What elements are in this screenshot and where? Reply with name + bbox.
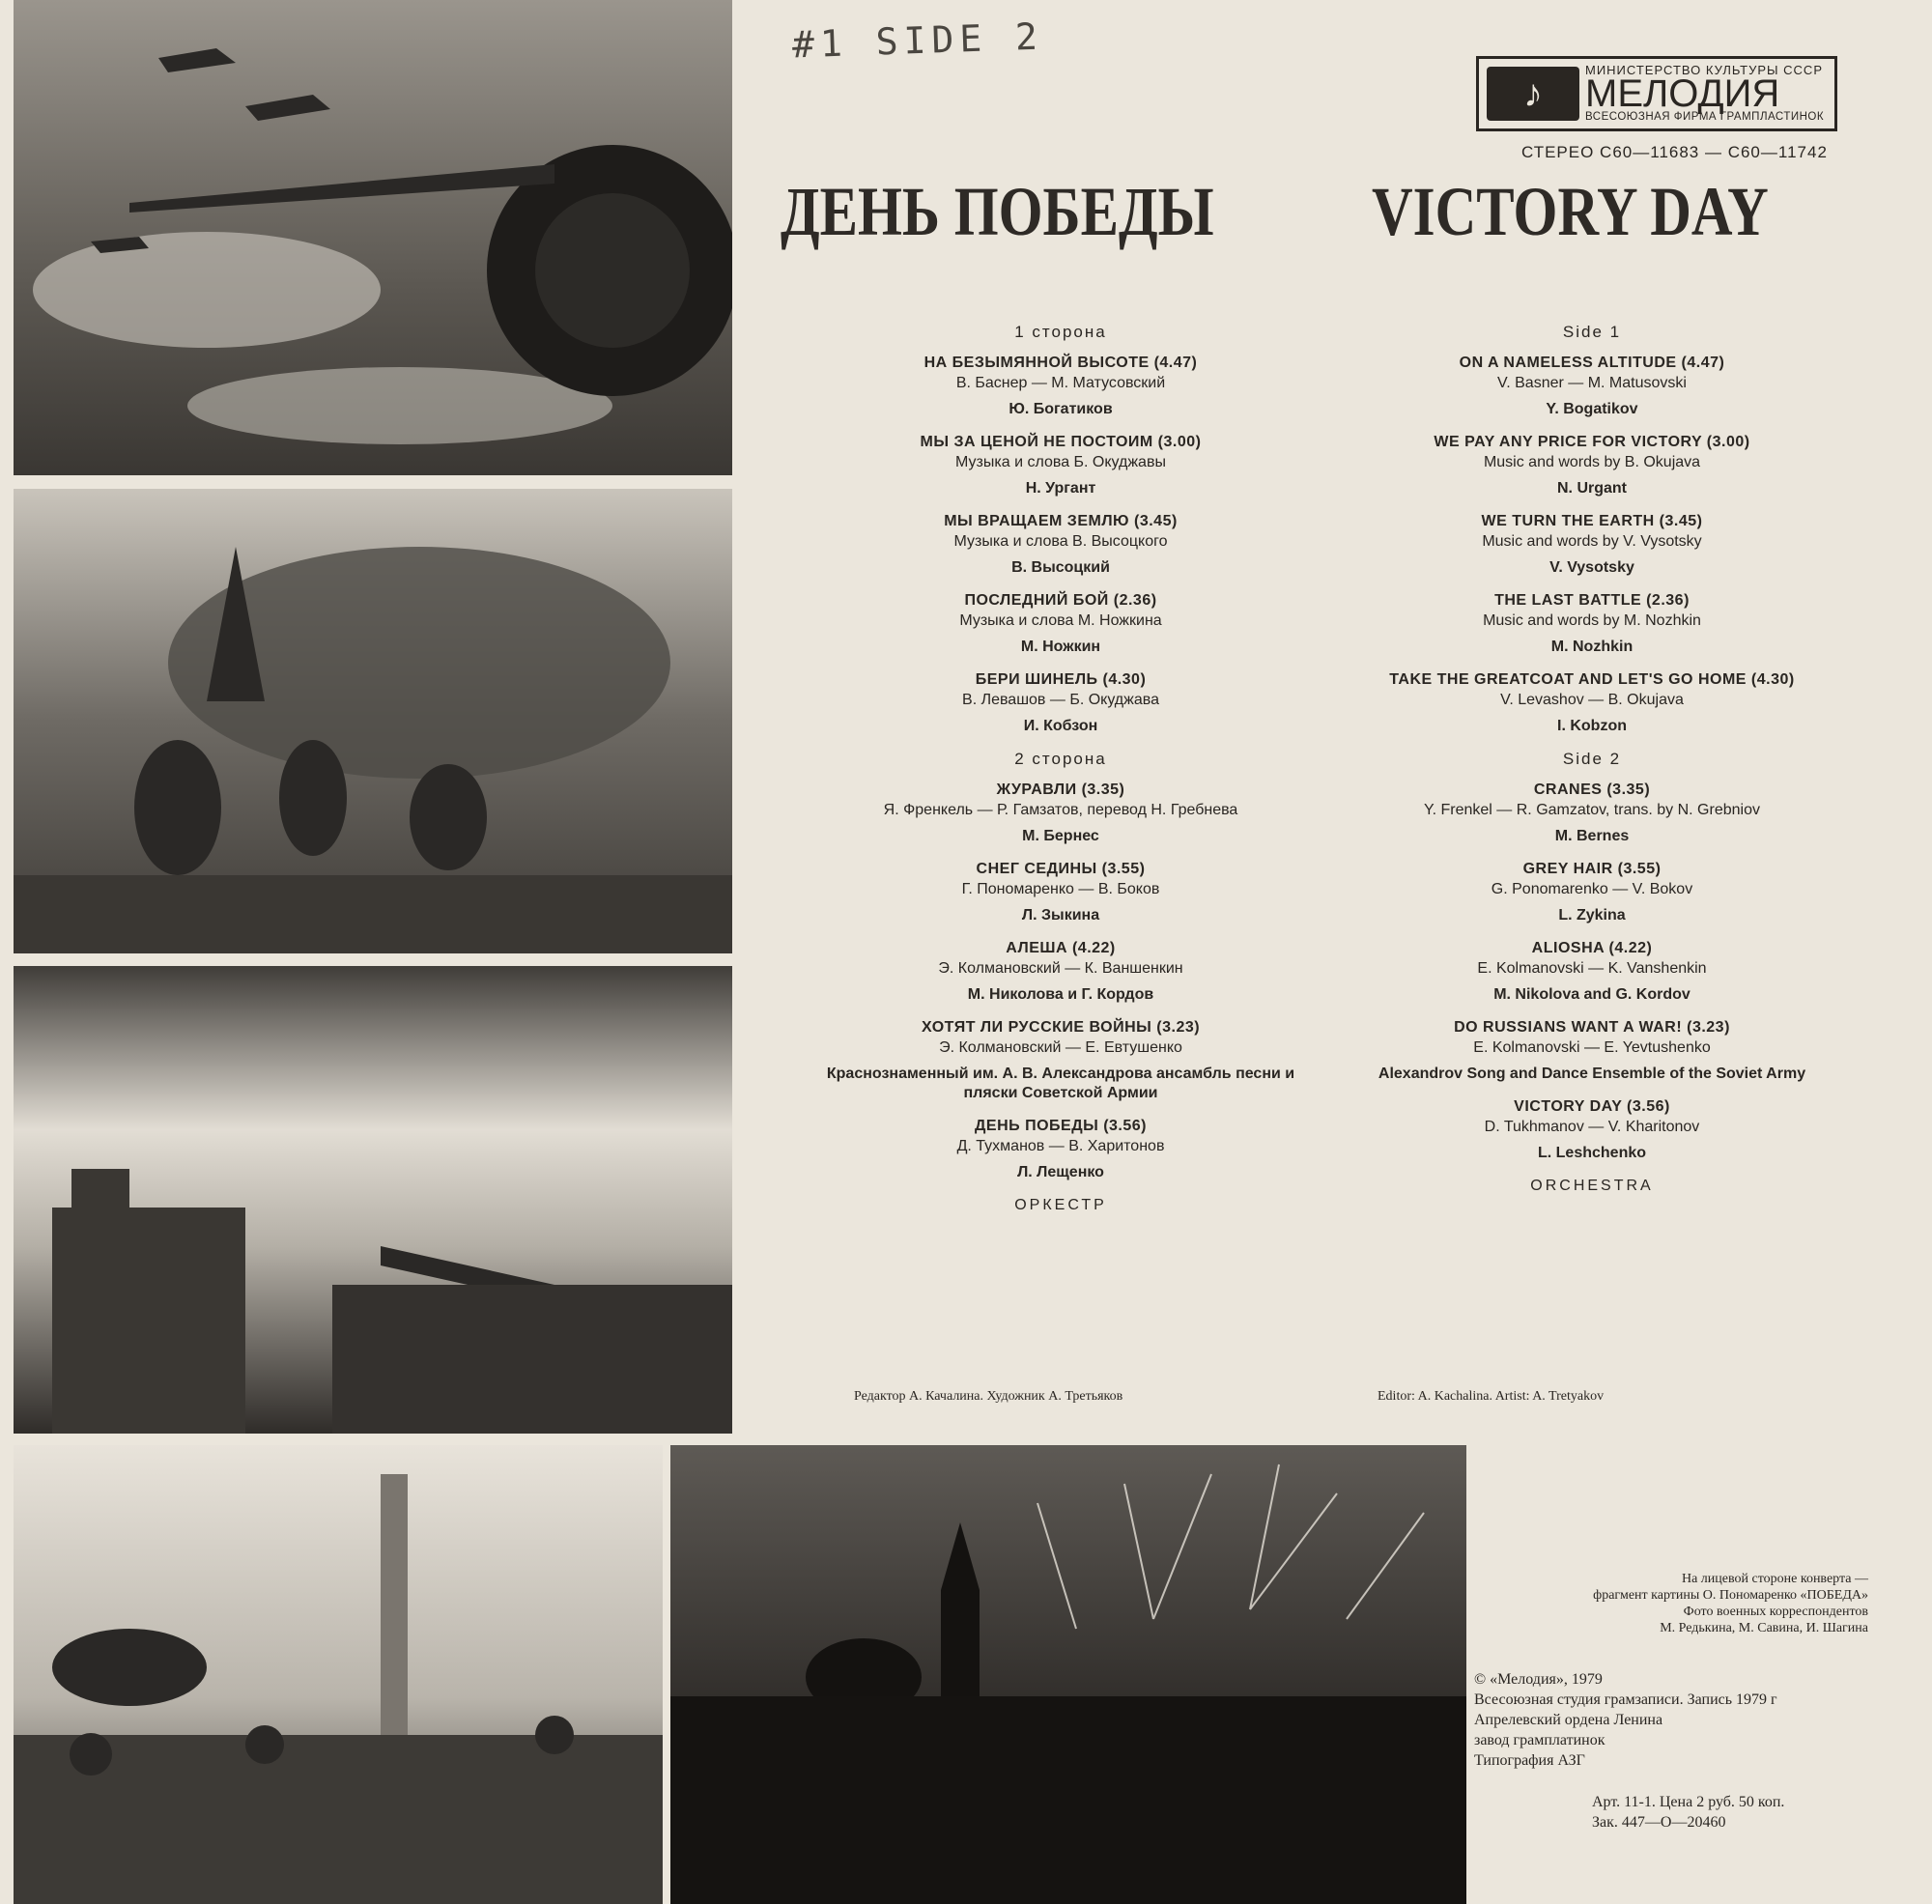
track-title: ALIOSHA (4.22) — [1531, 940, 1653, 956]
track-authors: В. Левашов — Б. Окуджава — [962, 692, 1159, 708]
track-list — [810, 354, 1312, 736]
catalog-number: СТЕРЕО С60—11683 — С60—11742 — [1521, 143, 1828, 161]
track-authors: V. Levashov — B. Okujava — [1500, 692, 1684, 708]
tracklist-russian — [810, 319, 1312, 1215]
photo-red-square-fireworks — [670, 1445, 1466, 1904]
credits-english: Editor: A. Kachalina. Artist: A. Tretyakov — [1378, 1389, 1605, 1404]
imprint-line: завод грамплатинок — [1474, 1732, 1605, 1748]
track-authors: V. Basner — M. Matusovski — [1497, 375, 1687, 391]
track-item — [1341, 781, 1843, 846]
imprint-line: Апрелевский ордена Ленина — [1474, 1712, 1663, 1728]
track-title: DO RUSSIANS WANT A WAR! (3.23) — [1454, 1019, 1730, 1036]
track-performer: И. Кобзон — [1023, 718, 1098, 734]
track-item — [810, 591, 1312, 657]
track-performer: V. Vysotsky — [1549, 559, 1634, 576]
side-heading: 1 сторона — [1014, 323, 1107, 341]
photo-soldiers-attack — [14, 489, 732, 953]
track-performer: М. Николова и Г. Кордов — [967, 986, 1154, 1003]
track-item — [1341, 1097, 1843, 1163]
track-authors: E. Kolmanovski — K. Vanshenkin — [1477, 960, 1707, 977]
photo-artillery — [14, 966, 732, 1434]
track-performer: L. Leshchenko — [1537, 1145, 1647, 1161]
track-performer: M. Nozhkin — [1550, 639, 1634, 655]
imprint-line: Типография АЗГ — [1474, 1752, 1585, 1769]
track-item — [1341, 670, 1843, 736]
track-authors: Я. Френкель — Р. Гамзатов, перевод Н. Гребнева — [883, 802, 1238, 818]
side-heading: Side 2 — [1562, 750, 1622, 768]
price-info — [1592, 1792, 1784, 1833]
handwritten-note: #1 SIDE 2 — [791, 14, 1044, 67]
cover-note-line: М. Редькина, М. Савина, И. Шагина — [1660, 1621, 1868, 1635]
track-authors: Музыка и слова Б. Окуджавы — [955, 454, 1166, 470]
track-title: НА БЕЗЫМЯННОЙ ВЫСОТЕ (4.47) — [923, 355, 1198, 371]
imprint — [1474, 1669, 1777, 1771]
melodiya-logo — [1476, 56, 1837, 131]
track-authors: Music and words by B. Okujava — [1483, 454, 1701, 470]
track-title: ON A NAMELESS ALTITUDE (4.47) — [1459, 355, 1725, 371]
cover-note-line: фрагмент картины О. Пономаренко «ПОБЕДА» — [1593, 1588, 1868, 1603]
imprint-line: © «Мелодия», 1979 — [1474, 1671, 1603, 1688]
track-title: WE TURN THE EARTH (3.45) — [1481, 513, 1703, 529]
track-item — [810, 354, 1312, 419]
track-performer: В. Высоцкий — [1011, 559, 1110, 576]
track-item — [810, 1018, 1312, 1103]
track-authors: Music and words by M. Nozhkin — [1483, 612, 1701, 629]
track-item — [810, 670, 1312, 736]
melodiya-emblem-icon: ♪ — [1487, 67, 1579, 121]
track-performer: Н. Ургант — [1025, 480, 1096, 497]
track-item — [810, 860, 1312, 925]
logo-ministry: МИНИСТЕРСТВО КУЛЬТУРЫ СССР — [1585, 63, 1823, 77]
track-item — [1341, 860, 1843, 925]
track-performer: Л. Лещенко — [1017, 1164, 1104, 1180]
track-item — [1341, 591, 1843, 657]
photo-celebration — [14, 1445, 663, 1904]
track-list — [810, 781, 1312, 1182]
track-title: GREY HAIR (3.55) — [1522, 861, 1662, 877]
logo-name: МЕЛОДИЯ — [1585, 72, 1780, 115]
track-item — [810, 512, 1312, 578]
track-list — [1341, 354, 1843, 736]
track-title: VICTORY DAY (3.56) — [1514, 1098, 1670, 1115]
tracklist-english — [1341, 319, 1843, 1196]
track-item — [1341, 433, 1843, 498]
orchestra-label: ORCHESTRA — [1530, 1178, 1654, 1194]
title-russian: ДЕНЬ ПОБЕДЫ — [781, 173, 1214, 250]
track-performer: М. Бернес — [1022, 828, 1099, 844]
side-heading: Side 1 — [1562, 323, 1622, 341]
track-item — [810, 433, 1312, 498]
track-performer: Краснознаменный им. А. В. Александрова ансамбль песни и пляски Советской Армии — [826, 1066, 1295, 1101]
price-line: Зак. 447—О—20460 — [1592, 1814, 1726, 1831]
track-title: CRANES (3.35) — [1533, 781, 1651, 798]
track-authors: Музыка и слова В. Высоцкого — [953, 533, 1168, 550]
track-authors: Y. Frenkel — R. Gamzatov, trans. by N. Grebniov — [1424, 802, 1760, 818]
track-performer: I. Kobzon — [1557, 718, 1627, 734]
track-list — [1341, 781, 1843, 1163]
track-authors: G. Ponomarenko — V. Bokov — [1491, 881, 1693, 897]
track-authors: D. Tukhmanov — V. Kharitonov — [1484, 1119, 1700, 1135]
track-authors: Д. Тухманов — В. Харитонов — [956, 1138, 1165, 1154]
track-performer: N. Urgant — [1557, 480, 1627, 497]
photo-aircraft — [14, 0, 732, 475]
track-title: ПОСЛЕДНИЙ БОЙ (2.36) — [964, 592, 1157, 609]
track-title: ЖУРАВЛИ (3.35) — [996, 781, 1125, 798]
track-authors: Э. Колмановский — К. Ваншенкин — [938, 960, 1183, 977]
track-title: TAKE THE GREATCOAT AND LET'S GO HOME (4.30) — [1389, 671, 1795, 688]
track-title: ДЕНЬ ПОБЕДЫ (3.56) — [975, 1118, 1147, 1134]
track-performer: М. Ножкин — [1020, 639, 1101, 655]
track-title: БЕРИ ШИНЕЛЬ (4.30) — [975, 671, 1147, 688]
price-line: Арт. 11-1. Цена 2 руб. 50 коп. — [1592, 1794, 1785, 1810]
track-performer: Ю. Богатиков — [1009, 401, 1113, 417]
track-title: ХОТЯТ ЛИ РУССКИЕ ВОЙНЫ (3.23) — [921, 1019, 1201, 1036]
title-english: VICTORY DAY — [1372, 173, 1769, 250]
cover-note-line: Фото военных корреспондентов — [1683, 1605, 1868, 1619]
track-performer: Y. Bogatikov — [1546, 401, 1638, 417]
track-title: МЫ ЗА ЦЕНОЙ НЕ ПОСТОИМ (3.00) — [920, 434, 1202, 450]
track-item — [1341, 1018, 1843, 1084]
track-performer: M. Nikolova and G. Kordov — [1493, 986, 1690, 1003]
track-title: МЫ ВРАЩАЕМ ЗЕМЛЮ (3.45) — [944, 513, 1178, 529]
cover-notes — [1468, 1571, 1868, 1636]
imprint-line: Всесоюзная студия грамзаписи. Запись 1979 г — [1474, 1691, 1777, 1708]
track-authors: Э. Колмановский — Е. Евтушенко — [939, 1039, 1182, 1056]
track-title: WE PAY ANY PRICE FOR VICTORY (3.00) — [1434, 434, 1750, 450]
track-title: СНЕГ СЕДИНЫ (3.55) — [976, 861, 1146, 877]
track-authors: E. Kolmanovski — E. Yevtushenko — [1473, 1039, 1711, 1056]
track-item — [810, 1117, 1312, 1182]
side-heading: 2 сторона — [1014, 750, 1107, 768]
orchestra-label: ОРКЕСТР — [1014, 1197, 1107, 1213]
track-item — [1341, 354, 1843, 419]
track-authors: Г. Пономаренко — В. Боков — [961, 881, 1160, 897]
track-title: THE LAST BATTLE (2.36) — [1494, 592, 1690, 609]
track-item — [1341, 512, 1843, 578]
track-performer: L. Zykina — [1558, 907, 1626, 924]
track-authors: В. Баснер — М. Матусовский — [955, 375, 1166, 391]
track-performer: Alexandrov Song and Dance Ensemble of the Soviet Army — [1378, 1066, 1806, 1082]
track-title: АЛЕША (4.22) — [1006, 940, 1116, 956]
track-performer: Л. Зыкина — [1021, 907, 1100, 924]
track-item — [810, 781, 1312, 846]
logo-firm: ВСЕСОЮЗНАЯ ФИРМА ГРАМПЛАСТИНОК — [1585, 111, 1825, 123]
track-performer: M. Bernes — [1554, 828, 1630, 844]
cover-note-line: На лицевой стороне конверта — — [1681, 1572, 1868, 1586]
track-authors: Music and words by V. Vysotsky — [1482, 533, 1702, 550]
track-authors: Музыка и слова М. Ножкина — [959, 612, 1162, 629]
track-item — [1341, 939, 1843, 1005]
credits-russian: Редактор А. Качалина. Художник А. Третьяков — [854, 1389, 1123, 1404]
track-item — [810, 939, 1312, 1005]
